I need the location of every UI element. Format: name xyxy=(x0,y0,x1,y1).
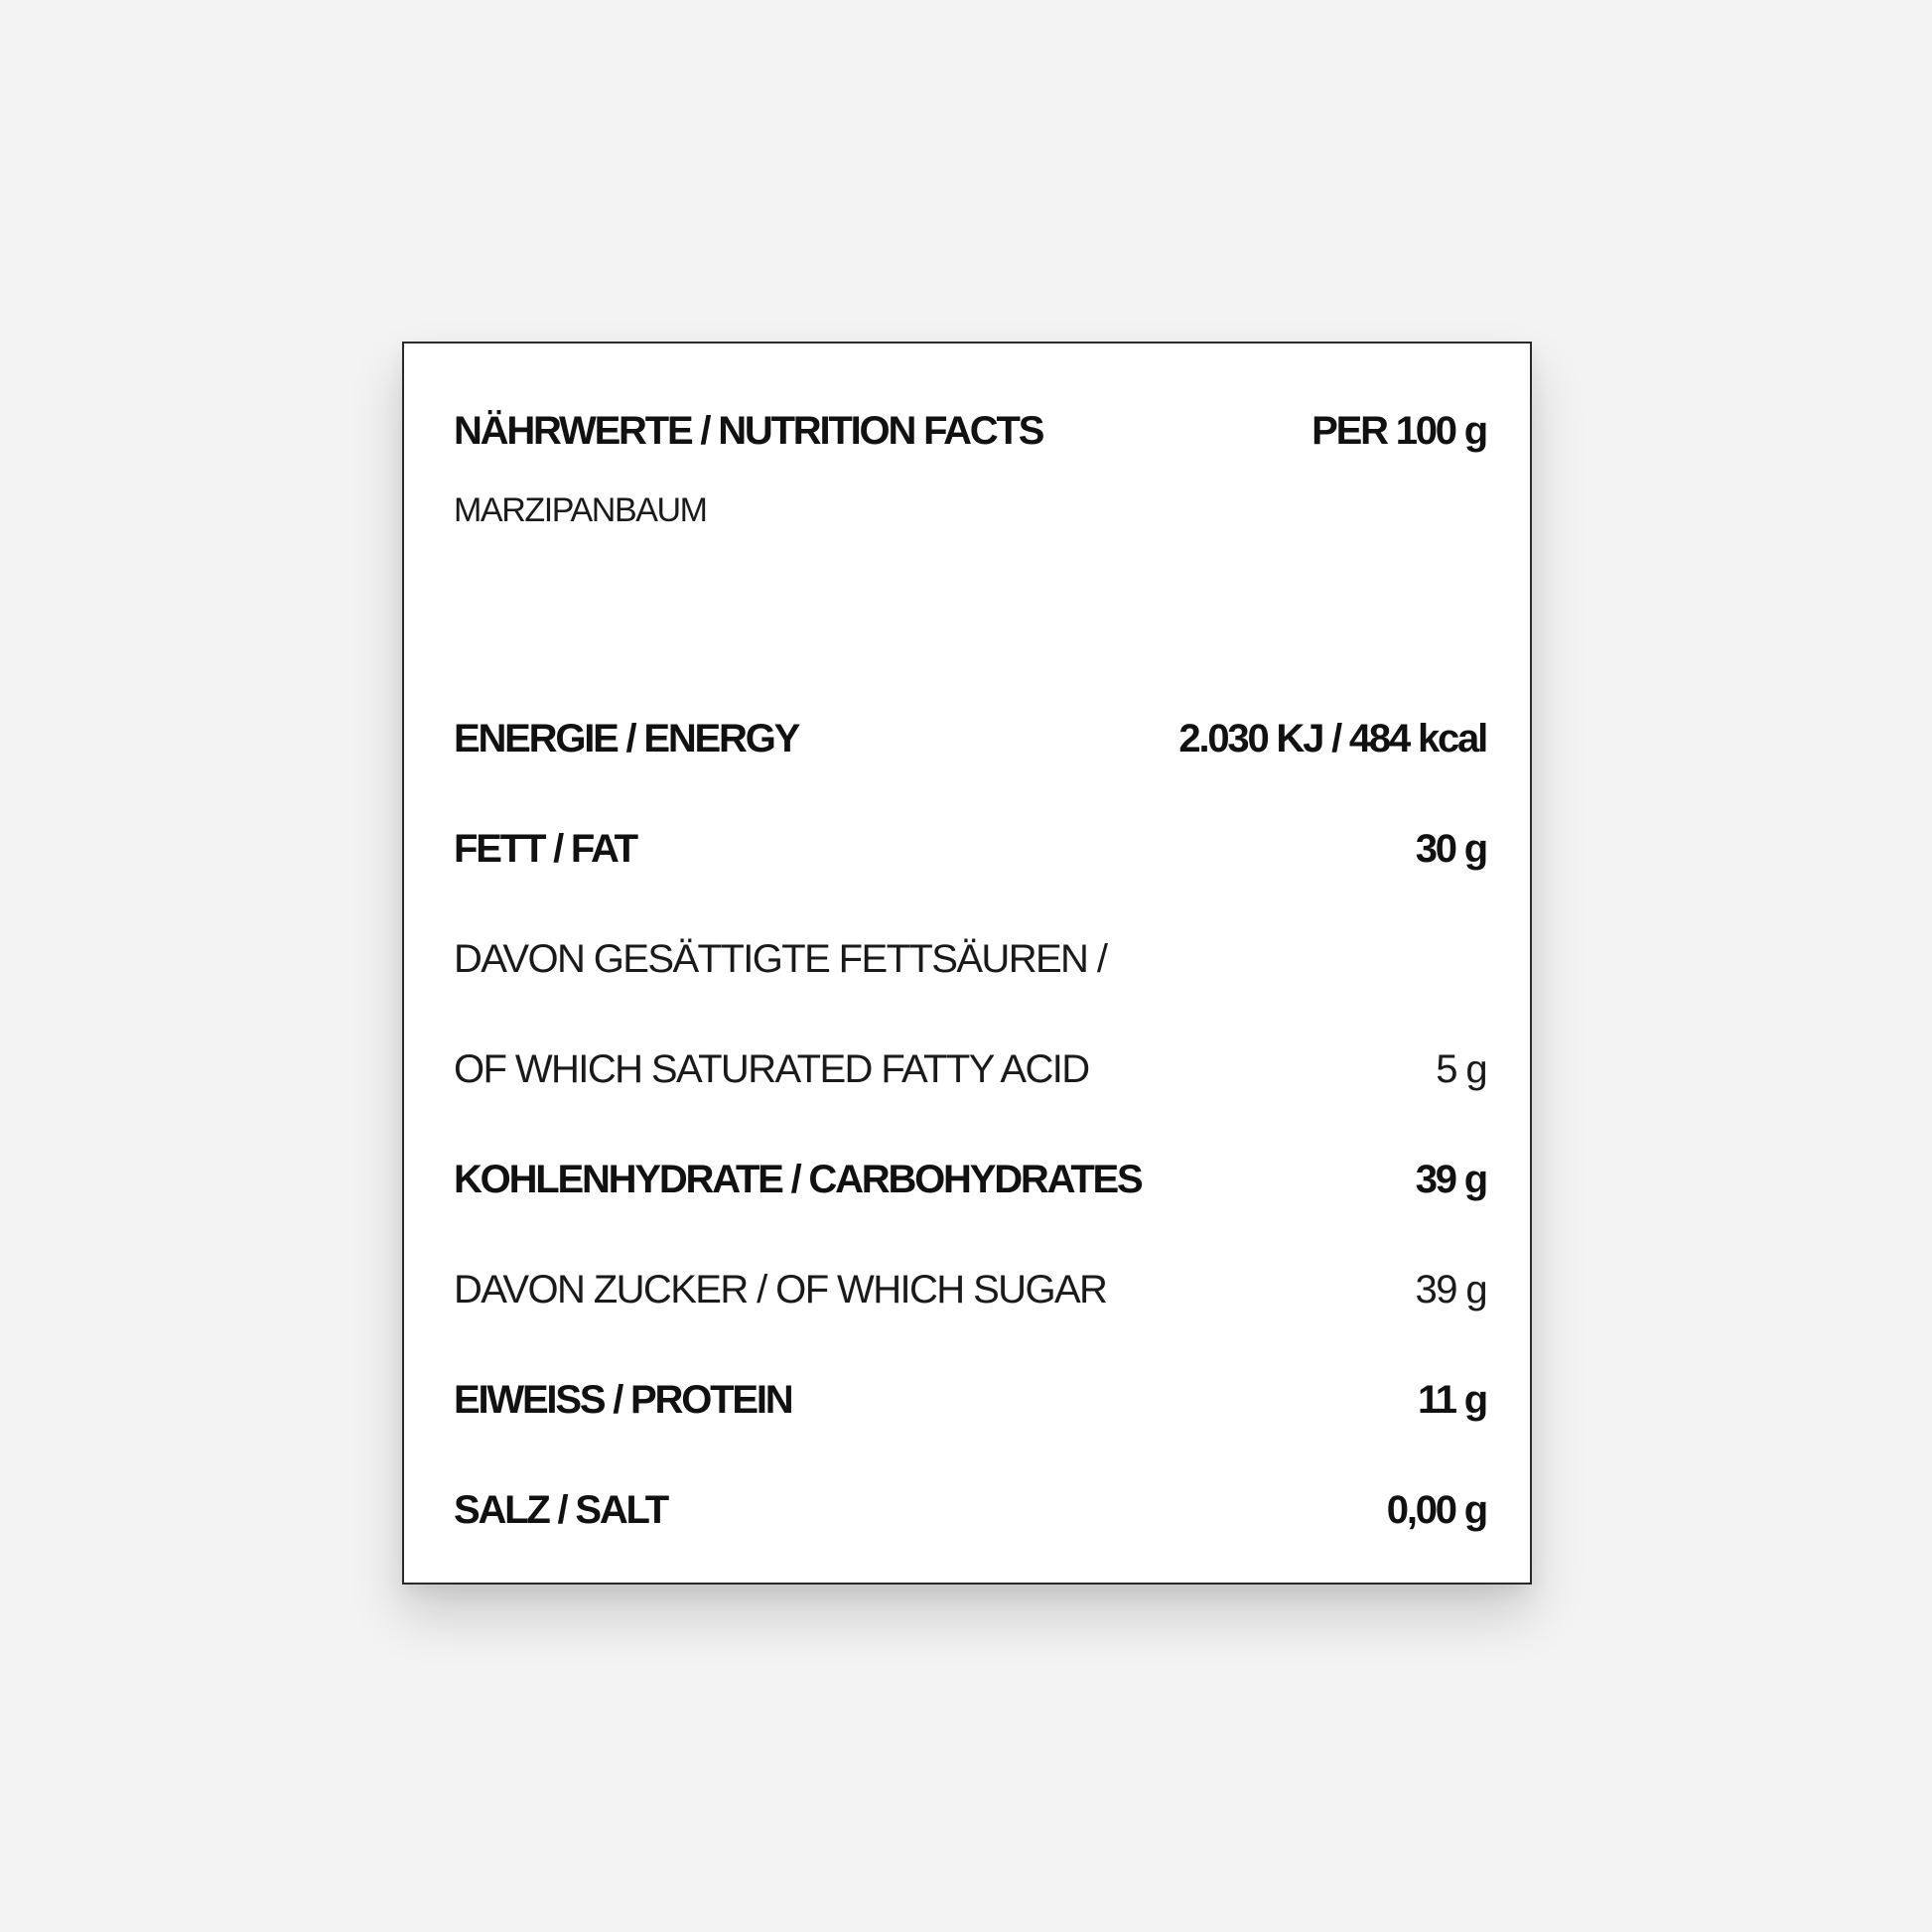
nutrient-value: 30 g xyxy=(1415,827,1486,871)
nutrient-row-fat xyxy=(454,825,1486,873)
nutrient-label: ENERGIE / ENERGY xyxy=(454,717,799,760)
nutrient-row-salt xyxy=(454,1486,1486,1534)
nutrient-label: DAVON GESÄTTIGTE FETTSÄUREN / xyxy=(454,937,1107,981)
nutrient-row-energy xyxy=(454,715,1486,762)
nutrient-value: 5 g xyxy=(1436,1047,1486,1091)
nutrient-row-saturated-en xyxy=(454,1045,1486,1093)
product-name: MARZIPANBAUM xyxy=(454,491,707,529)
nutrition-label-card xyxy=(402,342,1532,1585)
nutrient-label: DAVON ZUCKER / OF WHICH SUGAR xyxy=(454,1268,1107,1311)
nutrient-label: OF WHICH SATURATED FATTY ACID xyxy=(454,1047,1089,1091)
nutrition-header-row xyxy=(454,407,1486,455)
per-100g-label: PER 100 g xyxy=(1311,409,1486,453)
nutrient-label: KOHLENHYDRATE / CARBOHYDRATES xyxy=(454,1158,1142,1201)
nutrient-label: SALZ / SALT xyxy=(454,1488,668,1532)
nutrient-value: 39 g xyxy=(1415,1268,1486,1311)
nutrient-row-sugar xyxy=(454,1266,1486,1313)
nutrient-row-protein xyxy=(454,1376,1486,1424)
nutrient-row-saturated-de xyxy=(454,935,1486,983)
nutrient-value: 2.030 KJ / 484 kcal xyxy=(1178,717,1486,760)
nutrient-label: FETT / FAT xyxy=(454,827,636,871)
nutrient-value: 11 g xyxy=(1417,1378,1486,1422)
nutrient-label: EIWEISS / PROTEIN xyxy=(454,1378,792,1422)
nutrient-value: 39 g xyxy=(1415,1158,1486,1201)
nutrition-title: NÄHRWERTE / NUTRITION FACTS xyxy=(454,409,1043,453)
nutrient-row-carbohydrates xyxy=(454,1156,1486,1203)
nutrient-value: 0,00 g xyxy=(1386,1488,1486,1532)
